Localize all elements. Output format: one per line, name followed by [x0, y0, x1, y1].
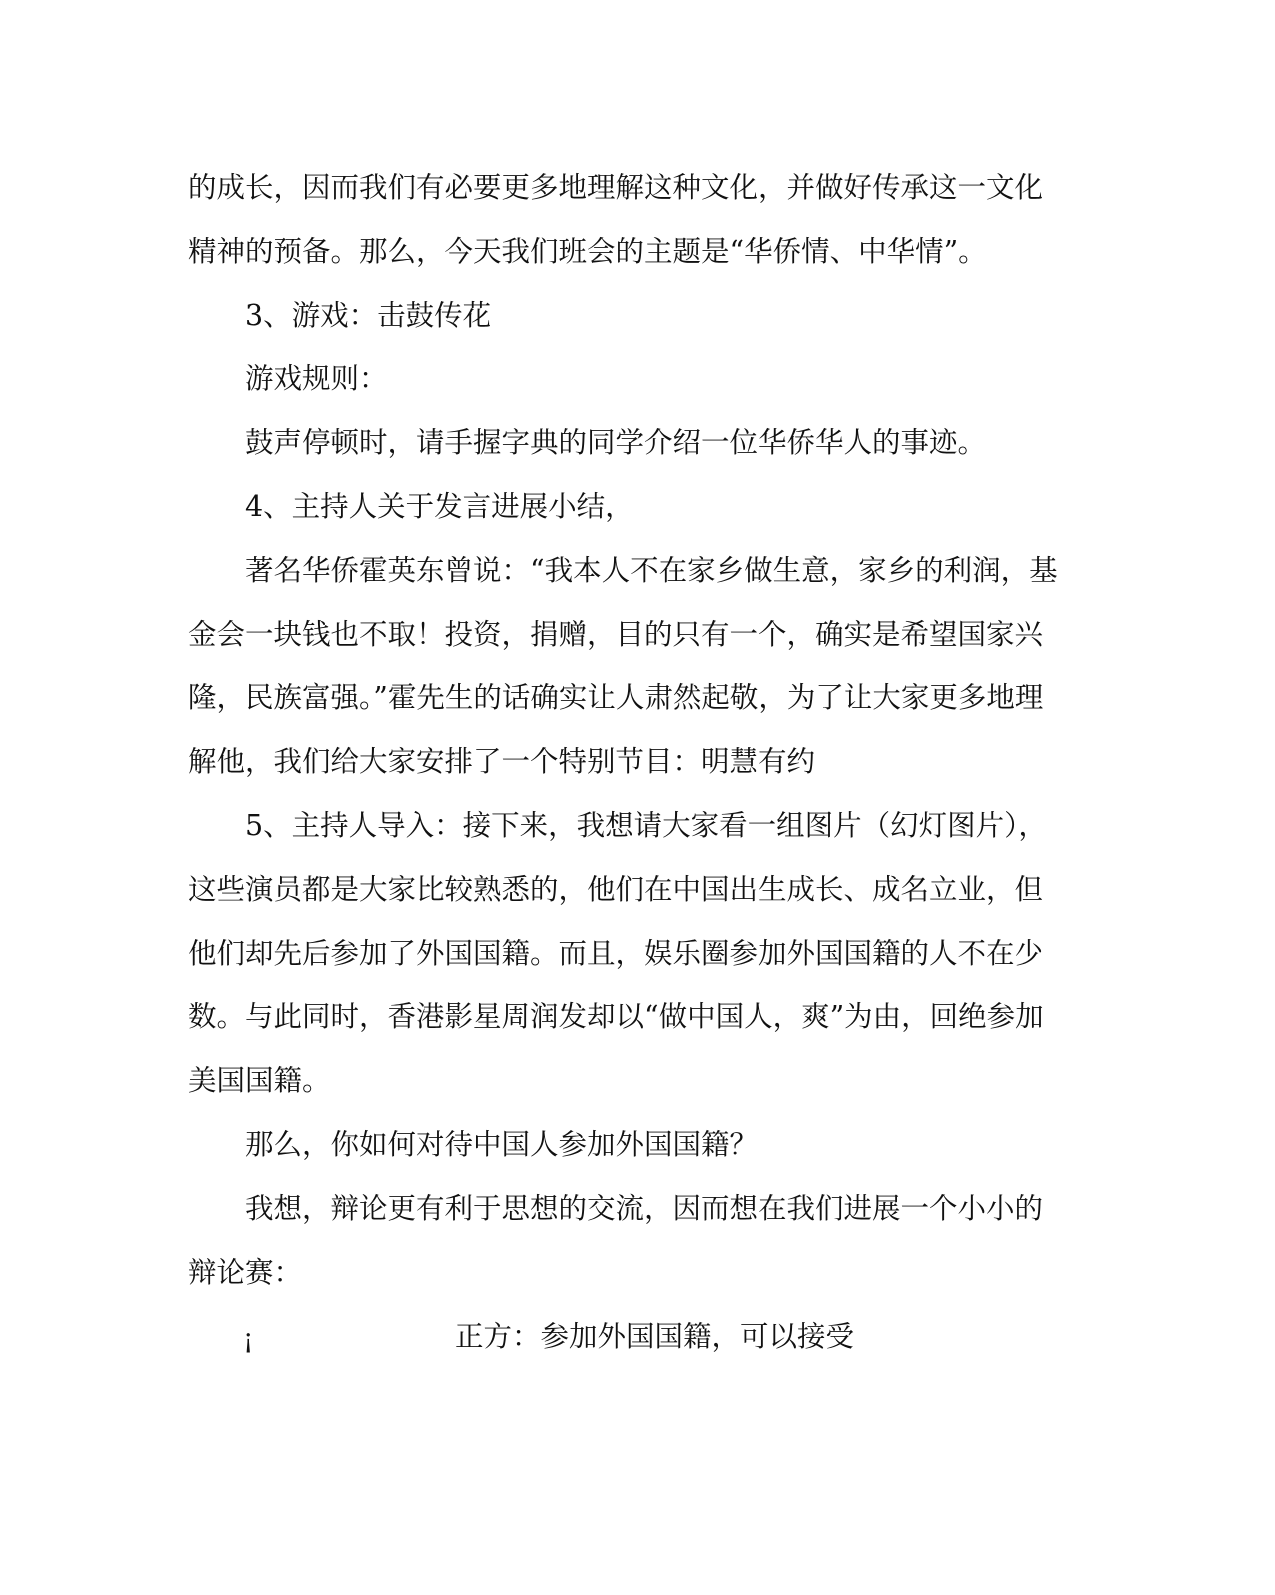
- text-line: 金会一块钱也不取！投资，捐赠，目的只有一个，确实是希望国家兴: [188, 617, 1044, 651]
- text-line: 3、游戏：击鼓传花: [245, 298, 492, 332]
- text-line: 4、主持人关于发言进展小结，: [245, 489, 634, 523]
- text-line: 隆，民族富强。”霍先生的话确实让人肃然起敬，为了让大家更多地理: [188, 681, 1044, 715]
- text-line: 鼓声停顿时，请手握字典的同学介绍一位华侨华人的事迹。: [245, 426, 987, 460]
- text-line: 辩论赛：: [188, 1255, 303, 1289]
- text-line: 游戏规则：: [245, 362, 388, 396]
- text-line: 著名华侨霍英东曾说：“我本人不在家乡做生意，家乡的利润，基: [245, 553, 1058, 587]
- text-line: 精神的预备。那么，今天我们班会的主题是“华侨情、中华情”。: [188, 234, 987, 268]
- list-marker: ¡: [243, 1325, 254, 1355]
- text-line: 这些演员都是大家比较熟悉的，他们在中国出生成长、成名立业，但: [188, 872, 1044, 906]
- text-line: 美国国籍。: [188, 1064, 331, 1098]
- affirmative-side-label: 正方：参加外国国籍，可以接受: [455, 1320, 855, 1353]
- text-line: 5、主持人导入：接下来，我想请大家看一组图片（幻灯图片），: [245, 808, 1047, 842]
- text-line: 他们却先后参加了外国国籍。而且，娱乐圈参加外国国籍的人不在少: [188, 936, 1044, 970]
- text-line: 我想，辩论更有利于思想的交流，因而想在我们进展一个小小的: [245, 1191, 1044, 1225]
- text-line: 那么，你如何对待中国人参加外国国籍？: [245, 1127, 759, 1161]
- text-line: 解他，我们给大家安排了一个特别节目：明慧有约: [188, 745, 816, 779]
- text-line: 的成长，因而我们有必要更多地理解这种文化，并做好传承这一文化: [188, 171, 1044, 204]
- body-text: [188, 156, 1068, 1304]
- text-line: 数。与此同时，香港影星周润发却以“做中国人，爽”为由，回绝参加: [188, 1000, 1044, 1034]
- debate-side-row: [188, 1305, 1068, 1369]
